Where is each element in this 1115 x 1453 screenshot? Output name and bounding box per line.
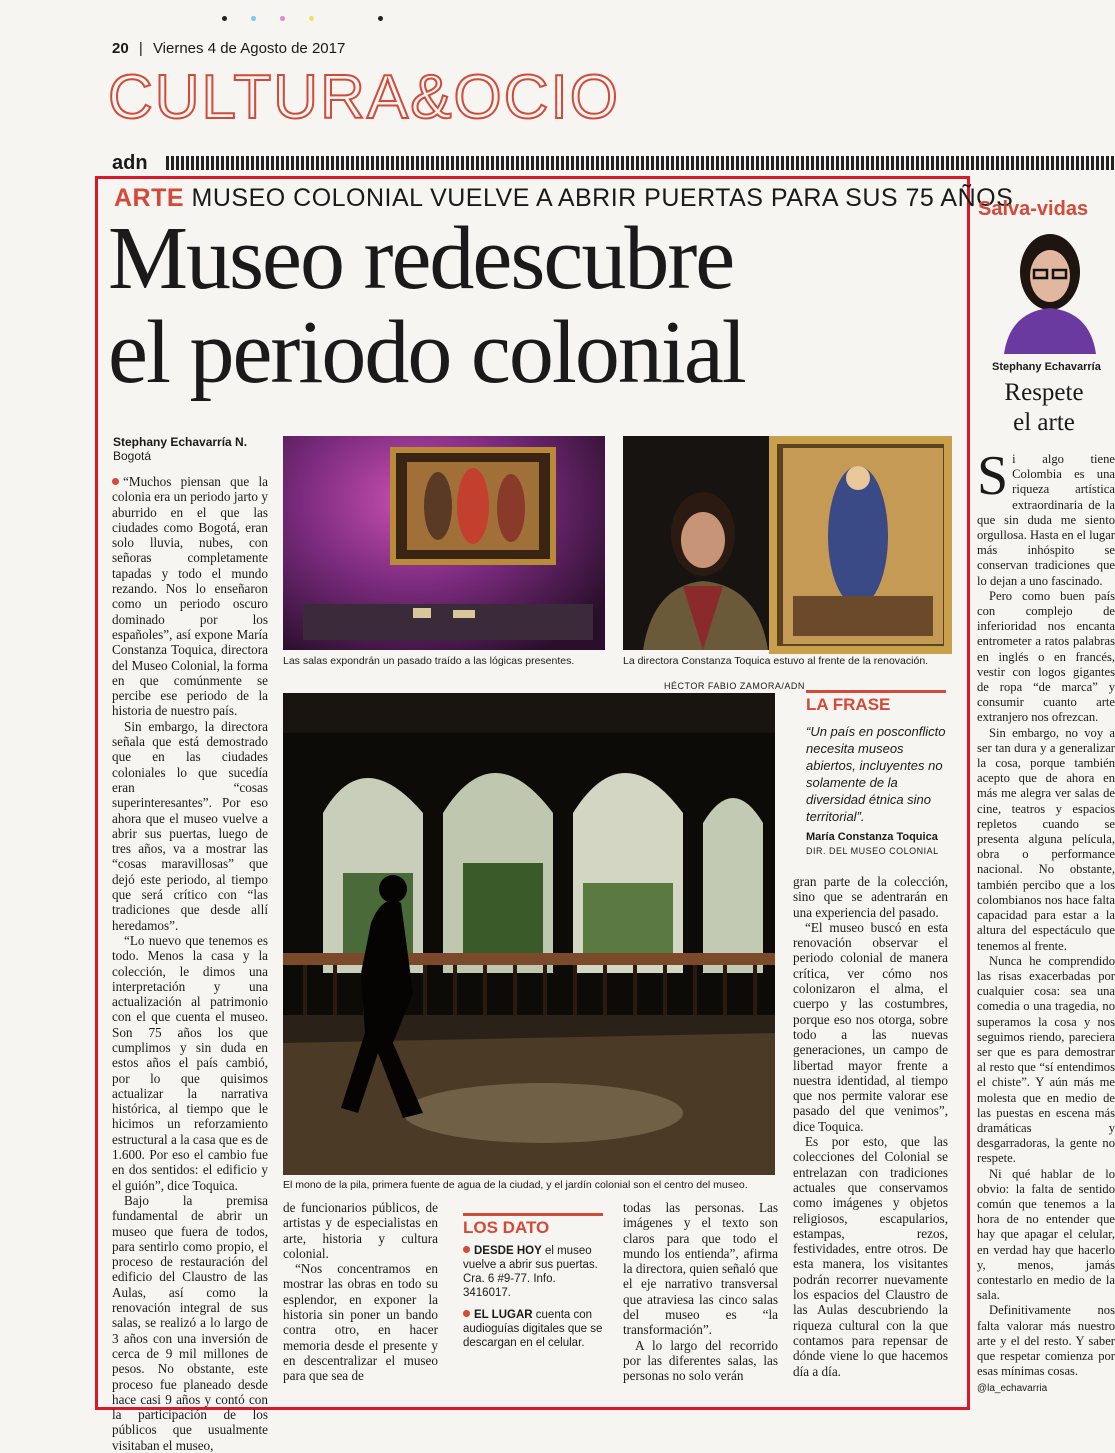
byline-name: Stephany Echavarría N. — [113, 435, 248, 449]
photo-cloister — [283, 693, 775, 1175]
columnist-portrait — [996, 226, 1104, 354]
frase-author: María Constanza Toquica — [806, 831, 938, 843]
datos-box — [463, 1213, 603, 1350]
cloister-illustration — [283, 693, 775, 1175]
brand-bar — [166, 156, 1115, 170]
gallery-illustration — [283, 436, 605, 650]
col5-paragraph-2: Es por esto, que las colecciones del Colonial se entrelazan con tradiciones actuales que conservamos como imágenes y objetos religiosos, escapularios, estampas, rezos, festividades, entre otros. De esta manera, los visitantes podrán recorrer nuevamente los espacios del Claustro de las Aulas descubriendo la riqueza cultural con la que contamos para repensar de dónde viene lo que hacemos día a día. — [793, 1134, 948, 1379]
column-handle: @la_echavarria — [977, 1383, 1048, 1395]
column-title: Salva-vidas — [978, 198, 1089, 220]
photo-gallery-room — [283, 436, 605, 650]
page-header — [112, 40, 345, 57]
byline — [113, 435, 247, 463]
col2-paragraph-1: de funcionarios públicos, de artistas y de especialistas en arte, historia y cultura colonial. — [283, 1200, 438, 1261]
column-paragraph-5: Ni qué hablar de lo obvio: la falta de sentido común que tenemos a la hora de no entender que hay que apagar el celular, en verdad hay que hacerlo y, menos, jamás contestarlo en medio de la sala. — [977, 1166, 1115, 1303]
brand-logo: adn — [112, 152, 148, 174]
column-paragraph-4: Nunca he comprendido las risas exacerbadas por cualquier cosa: sea una comedia o una tragedia, no superamos la cosa y nos seguimos riendo, pareciera ser que es para demostrar al resto que “sí entendimos el chiste”. Y aún más me molesta que en medio de las puestas en escena más dramáticas y desgarradoras, la gente no respete. — [977, 953, 1115, 1166]
headline-line-1: Museo redescubre — [108, 209, 734, 308]
article-column-2 — [283, 1200, 438, 1384]
photo-2-caption: La directora Constanza Toquica estuvo al frente de la renovación. — [623, 655, 929, 667]
byline-city: Bogotá — [113, 449, 152, 463]
column-headline-line-1: Respete — [1004, 379, 1084, 406]
col5-paragraph-1: “El museo buscó en esta renovación observar el periodo colonial de manera crítica, ver cómo nos colonizaron el alma, el cuerpo y las costumbres, porque eso nos otorga, sobre todo a las nuevas generaciones, un campo de libertad mayor frente a nuestra identidad, al tiempo que nos permite valorar ese pasado del que venimos”, dice Toquica. — [793, 919, 948, 1134]
bullet-icon — [463, 1310, 470, 1317]
dropcap: S — [977, 445, 1009, 507]
article-column-5 — [793, 874, 948, 1379]
col1-paragraph-2: Sin embargo, la directora señala que está demostrado que en las ciudades coloniales lo que sucedía eran “cosas superinteresantes”. Por eso ahora que el museo vuelve a abrir sus puertas, luego de tres años, va a mostrar las “cosas maravillosas” que dejó este periodo, al tiempo que será crítico con “las tradiciones que desde allí heredamos”. — [112, 718, 268, 933]
photo-credit: HÉCTOR FABIO ZAMORA/ADN — [664, 681, 805, 691]
frase-role: DIR. DEL MUSEO COLONIAL — [806, 846, 939, 856]
frase-box — [806, 690, 946, 856]
dato-2-text: cuenta con audioguías digitales que se descargan en el celular. — [463, 1309, 603, 1349]
article-column-1 — [112, 474, 268, 1453]
frase-title: LA FRASE — [806, 690, 946, 715]
article-headline — [108, 209, 958, 402]
dato-1-text: el museo vuelve a abrir sus puertas. Cra. 6 #9-77. Info. 3416017. — [463, 1245, 598, 1299]
column-body — [977, 445, 1115, 1397]
kicker-text: MUSEO COLONIAL VUELVE A ABRIR PUERTAS PARA SUS 75 AÑOS — [191, 184, 1014, 212]
article-column-4 — [623, 1200, 778, 1384]
col5-paragraph-0: gran parte de la colección, sino que se adentrarán en una experiencia del pasado. — [793, 874, 948, 920]
col4-paragraph-1: todas las personas. Las imágenes y el texto son claros para que todo el mundo los entienda”, afirma la directora, quien señaló que el eje narrativo transversal que atraviesa las cinco salas del museo es “la transformación”. — [623, 1200, 778, 1338]
director-illustration — [623, 436, 948, 650]
col4-paragraph-2: A lo largo del recorrido por las diferentes salas, las personas no solo verán — [623, 1337, 778, 1384]
column-paragraph-1: i algo tiene Colombia es una riqueza artística extraordinaria de la que sin duda me siento orgullosa. Hasta en el lugar más inhóspito se conservan tradiciones que lo dejan a uno fascinado. — [977, 452, 1115, 588]
dato-item-2 — [463, 1308, 603, 1350]
column-paragraph-3: Sin embargo, no voy a ser tan dura y a generalizar la cosa, porque también acepto que de ahora en más me alegra ver salas de cine, teatros y espacios repletos cuando se presenta alguna película, obra o performance nacional. No obstante, también percibo que a los colombianos nos hace falta capacidad para estar a la altura del espectáculo que tenemos al frente. — [977, 725, 1115, 953]
page-number: 20 — [112, 40, 129, 57]
col1-paragraph-3: “Lo nuevo que tenemos es todo. Menos la casa y la colección, le dimos una interpretación y una actualización al patrimonio con el que cuenta el museo. Son 75 años los que cumplimos y sin duda en estos años el país cambió, por lo que quisimos actualizar la narrativa histórica, al tiempo que le hicimos un reforzamiento estructural a la casa que es de 1.600. Por eso el cambio fue en dos sentidos: el edificio y el guión”, dice Toquica. — [112, 932, 268, 1193]
section-title: CULTURA&OCIO — [108, 63, 621, 132]
col2-paragraph-2: “Nos concentramos en mostrar las obras en todo su esplendor, en exponer la historia sin poner un bando contra otro, en hacer memoria desde el presente y en descentralizar el museo para que sea de — [283, 1261, 438, 1384]
photo-1-caption: Las salas expondrán un pasado traído a las lógicas presentes. — [283, 655, 575, 667]
bullet-icon — [463, 1246, 470, 1253]
main-photo-caption: El mono de la pila, primera fuente de agua de la ciudad, y el jardín colonial son el centro del museo. — [283, 1179, 748, 1191]
column-paragraph-6: Definitivamente nos falta valorar más nuestro arte y el del resto. Y saber que respetar comienza por esas mínimas cosas. — [977, 1303, 1115, 1379]
dato-2-label: EL LUGAR — [474, 1309, 533, 1321]
column-headline — [978, 378, 1110, 438]
publication-date: Viernes 4 de Agosto de 2017 — [152, 40, 346, 57]
datos-title: LOS DATO — [463, 1213, 603, 1238]
dato-item-1 — [463, 1244, 603, 1300]
col1-paragraph-4: Bajo la premisa fundamental de abrir un museo que fuera de todos, para sentirlo como propio, el proceso de restauración del edificio del Claustro de las Aulas, así como la renovación integral de sus salas, se realizó a lo largo de 3 años con una inversión de cerca de 9 mil millones de pesos. No obstante, este proceso fue planeado desde hace casi 9 años y contó con la participación de los públicos que usualmente visitaban el museo, — [112, 1192, 268, 1453]
photo-director — [623, 436, 948, 650]
bullet-icon — [112, 478, 119, 485]
kicker-tag: ARTE — [114, 184, 185, 212]
portrait-illustration — [996, 226, 1104, 354]
col1-paragraph-1: “Muchos piensan que la colonia era un periodo jarto y aburrido en el que las ciudades como Bogotá, eran solo lluvia, nubes, con señoras completamente tapadas y todo el mundo rezando. Nos lo enseñaron como un periodo oscuro dominado por los españoles”, así expone María Constanza Toquica, directora del Museo Colonial, la forma en que comúnmente se percibe ese periodo de la historia de nuestro país. — [112, 474, 268, 719]
registration-dots — [222, 8, 407, 26]
header-separator: | — [138, 40, 143, 57]
frase-quote: “Un país en posconflicto necesita museos abiertos, incluyentes no solamente de la diversidad étnica sino territorial”. — [806, 724, 946, 824]
dato-1-label: DESDE HOY — [474, 1245, 542, 1257]
headline-line-2: el periodo colonial — [108, 303, 745, 402]
column-headline-line-2: el arte — [1013, 409, 1075, 436]
columnist-name: Stephany Echavarría — [992, 361, 1101, 373]
column-paragraph-2: Pero como buen país con complejo de inferioridad nos encanta entrometer a ratos palabras en inglés o en francés, vestir con logos gigantes de ropa “de marca” y consumir cuanto arte extranjero nos ofrezcan. — [977, 588, 1115, 725]
